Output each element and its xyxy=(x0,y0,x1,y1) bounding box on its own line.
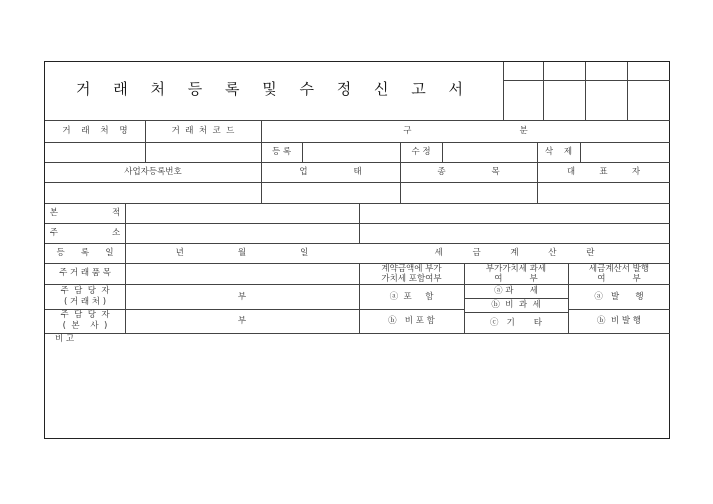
contact-client-sub: ( 거 래 처 ) xyxy=(63,297,107,307)
option-vat-not-included[interactable]: ⓑ 비 포 함 xyxy=(388,316,435,326)
business-type-label: 업 태 xyxy=(299,167,362,177)
contact-client-label: 주 담 당 자 xyxy=(60,286,110,296)
vat-taxable-question: 부가가치세 과세 여 부 xyxy=(485,264,547,284)
reg-date-parts: 년 월 일 xyxy=(175,248,309,258)
option-vat-included[interactable]: ⓐ 포 함 xyxy=(389,292,434,302)
address-label: 주 소 xyxy=(49,228,121,238)
category-label: 구 분 xyxy=(403,126,528,136)
invoice-issue-question: 세금계산서 발행 여 부 xyxy=(588,264,650,284)
representative-label: 대 표 자 xyxy=(566,167,641,177)
client-name-label: 거 래 처 명 xyxy=(62,126,128,136)
trade-item-label: 주 거 래 품 목 xyxy=(59,268,111,278)
option-other[interactable]: ⓒ 기 타 xyxy=(490,318,542,328)
option-issue[interactable]: ⓐ 발 행 xyxy=(594,292,644,302)
client-code-label: 거 래 처 코 드 xyxy=(171,126,235,136)
option-tax-exempt[interactable]: ⓑ 비 과 세 xyxy=(491,300,541,310)
head-office-label: 본 적 xyxy=(49,208,121,218)
option-no-issue[interactable]: ⓑ 비 발 행 xyxy=(597,316,641,326)
vat-included-question: 계약금액에 부가 가치세 포함여부 xyxy=(381,264,442,284)
dept-company: 부 xyxy=(237,316,247,326)
delete-checkbox-label[interactable]: 삭 제 xyxy=(544,147,573,157)
tax-invoice-header: 세 금 계 산 란 xyxy=(434,248,595,258)
dept-client: 부 xyxy=(237,292,247,302)
contact-company-sub: ( 본 사 ) xyxy=(62,321,108,331)
biz-number-label: 사업자등록번호 xyxy=(124,167,182,177)
remarks-label: 비 고 xyxy=(55,334,75,344)
option-taxable[interactable]: ⓐ 과 세 xyxy=(494,286,538,296)
reg-date-label: 등 록 일 xyxy=(56,248,114,258)
register-checkbox-label[interactable]: 등 록 xyxy=(271,147,292,157)
registration-form xyxy=(44,61,670,439)
modify-checkbox-label[interactable]: 수 정 xyxy=(411,147,431,157)
business-item-label: 종 목 xyxy=(437,167,500,177)
contact-company-label: 주 담 당 자 xyxy=(60,310,110,320)
form-title: 거 래 처 등 록 및 수 정 신 고 서 xyxy=(75,80,473,98)
